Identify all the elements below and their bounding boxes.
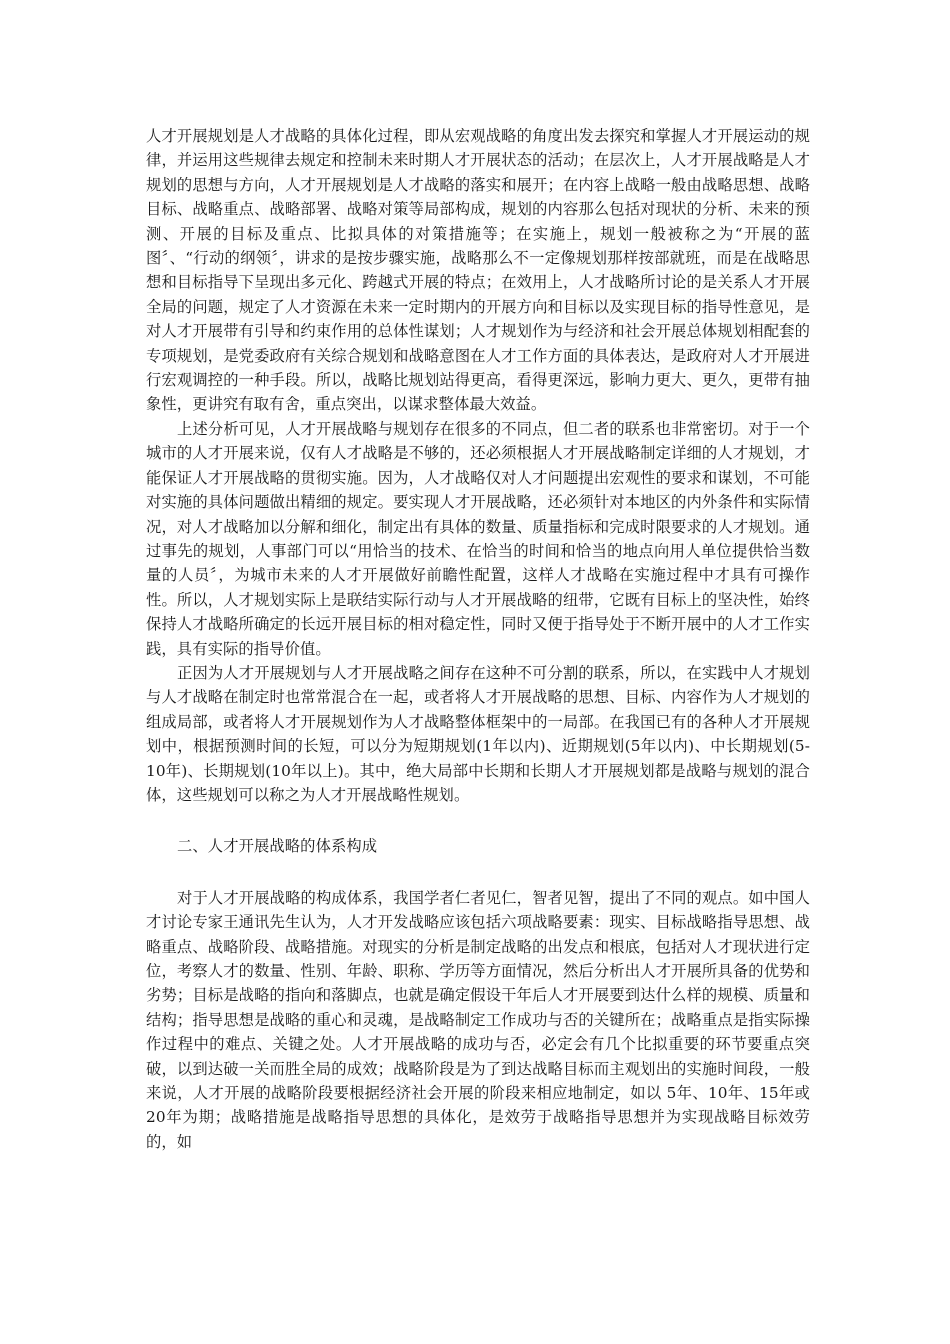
body-paragraph: 正因为人才开展规划与人才开展战略之间存在这种不可分割的联系，所以，在实践中人才规划与人才战略在制定时也常常混合在一起，或者将人才开展战略的思想、目标、内容作为人才规划的组成局部，或者将人才开展规划作为人才战略整体框架中的一局部。在我国已有的各种人才开展规划中，根据预测时间的长短，可以分为短期规划(1年以内)、近期规划(5年以内)、中长期规划(5-10年)、长期规划(10年以上)。其中，绝大局部中长期和长期人才开展规划都是战略与规划的混合体，这些规划可以称之为人才开展战略性规划。 bbox=[146, 663, 810, 804]
body-paragraph: 上述分析可见，人才开展战略与规划存在很多的不同点，但二者的联系也非常密切。对于一个城市的人才开展来说，仅有人才战略是不够的，还必须根据人才开展战略制定详细的人才规划，才能保证人才开展战略的贯彻实施。因为，人才战略仅对人才问题提出宏观性的要求和谋划，不可能对实施的具体问题做出精细的规定。要实现人才开展战略，还必须针对本地区的内外条件和实际情况，对人才战略加以分解和细化，制定出有具体的数量、质量指标和完成时限要求的人才规划。通过事先的规划，人事部门可以“用恰当的技术、在恰当的时间和恰当的地点向用人单位提供恰当数量的人员〞，为城市未来的人才开展做好前瞻性配置，这样人才战略在实施过程中才具有可操作性。所以，人才规划实际上是联结实际行动与人才开展战略的纽带，它既有目标上的坚决性，始终保持人才战略所确定的长远开展目标的相对稳定性，同时又便于指导处于不断开展中的人才工作实践，具有实际的指导价值。 bbox=[146, 419, 810, 658]
document-body bbox=[146, 124, 810, 1154]
body-paragraph: 人才开展规划是人才战略的具体化过程，即从宏观战略的角度出发去探究和掌握人才开展运动的规律，并运用这些规律去规定和控制未来时期人才开展状态的活动；在层次上，人才开展战略是人才规划的思想与方向，人才开展规划是人才战略的落实和展开；在内容上战略一般由战略思想、战略目标、战略重点、战略部署、战略对策等局部构成，规划的内容那么包括对现状的分析、未来的预测、开展的目标及重点、比拟具体的对策措施等；在实施上，规划一般被称之为“开展的蓝图〞、“行动的纲领〞，讲求的是按步骤实施，战略那么不一定像规划那样按部就班，而是在战略思想和目标指导下呈现出多元化、跨越式开展的特点；在效用上，人才战略所讨论的是关系人才开展全局的问题，规定了人才资源在未来一定时期内的开展方向和目标以及实现目标的指导性意见，是对人才开展带有引导和约束作用的总体性谋划；人才规划作为与经济和社会开展总体规划相配套的专项规划，是党委政府有关综合规划和战略意图在人才工作方面的具体表达，是政府对人才开展进行宏观调控的一种手段。所以，战略比规划站得更高，看得更深远，影响力更大、更久，更带有抽象性，更讲究有取有舍，重点突出，以谋求整体最大效益。 bbox=[146, 127, 810, 414]
section-heading: 二、人才开展战略的体系构成 bbox=[177, 837, 378, 856]
body-paragraph: 对于人才开展战略的构成体系，我国学者仁者见仁，智者见智，提出了不同的观点。如中国人才讨论专家王通讯先生认为，人才开发战略应该包括六项战略要素：现实、目标战略指导思想、战略重点、战略阶段、战略措施。对现实的分析是制定战略的出发点和根底，包括对人才现状进行定位，考察人才的数量、性别、年龄、职称、学历等方面情况，然后分析出人才开展所具备的优势和劣势；目标是战略的指向和落脚点，也就是确定假设干年后人才开展要到达什么样的规模、质量和结构；指导思想是战略的重心和灵魂，是战略制定工作成功与否的关键所在；战略重点是指实际操作过程中的难点、关键之处。人才开展战略的成功与否，必定会有几个比拟重要的环节要重点突破，以到达破一关而胜全局的成效；战略阶段是为了到达战略目标而主观划出的实施时间段，一般来说，人才开展的战略阶段要根据经济社会开展的阶段来相应地制定，如以 5年、10年、15年或20年为期；战略措施是战略指导思想的具体化，是效劳于战略指导思想并为实现战略目标效劳的，如 bbox=[146, 888, 810, 1151]
